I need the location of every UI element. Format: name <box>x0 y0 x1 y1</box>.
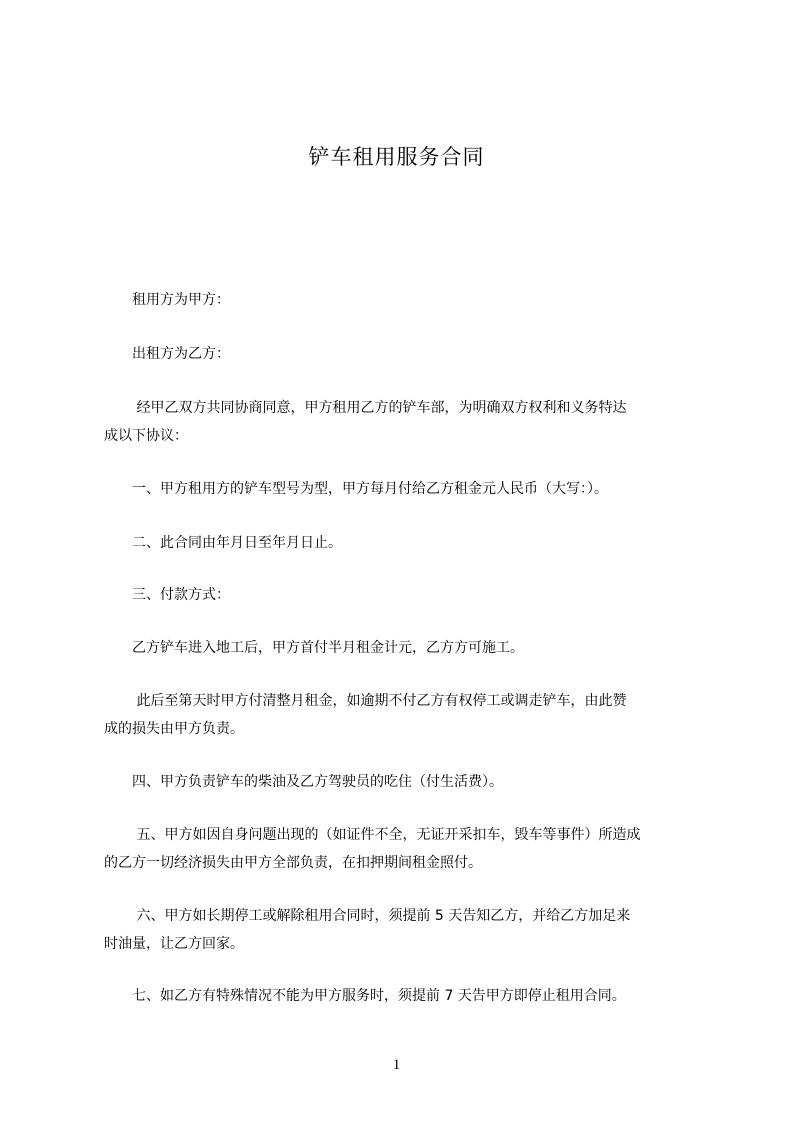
clause-7: 七、如乙方有特殊情况不能为甲方服务时，须提前 7 天告甲方即停止租用合同。 <box>104 988 626 1004</box>
clause-3-settlement-line-1: 此后至第天时甲方付清整月租金，如逾期不付乙方有权停工或调走铲车，由此赞 <box>104 693 627 709</box>
clause-3: 三、付款方式： <box>104 587 230 603</box>
clause-lessee: 租用方为甲方： <box>104 292 230 308</box>
clause-6-line-2: 时油量，让乙方回家。 <box>104 936 244 952</box>
clause-5-line-1: 五、甲方如因自身问题出现的（如证件不全，无证开采扣车，毁车等事件）所造成 <box>104 827 641 843</box>
page-number: 1 <box>392 1057 401 1073</box>
clause-preamble-line-2: 成以下协议： <box>104 428 188 444</box>
clause-6-line-1: 六、甲方如长期停工或解除租用合同时，须提前 5 天告知乙方，并给乙方加足来 <box>104 908 631 924</box>
clause-3-settlement-line-2: 成的损失由甲方负责。 <box>104 721 244 737</box>
clause-1: 一、甲方租用方的铲车型号为型，甲方每月付给乙方租金元人民币（大写：）。 <box>104 481 608 497</box>
clause-preamble-line-1: 经甲乙双方共同协商同意，甲方租用乙方的铲车部，为明确双方权利和义务特达 <box>104 400 627 416</box>
clause-2: 二、此合同由年月日至年月日止。 <box>104 535 342 551</box>
document-title: 铲车租用服务合同 <box>308 145 485 169</box>
clause-5-line-2: 的乙方一切经济损失由甲方全部负责，在扣押期间租金照付。 <box>104 855 482 871</box>
clause-4: 四、甲方负责铲车的柴油及乙方驾驶员的吃住（付生活费）。 <box>104 774 503 790</box>
clause-lessor: 出租方为乙方： <box>104 346 230 362</box>
clause-3-payment: 乙方铲车进入地工后，甲方首付半月租金计元，乙方方可施工。 <box>104 640 524 656</box>
